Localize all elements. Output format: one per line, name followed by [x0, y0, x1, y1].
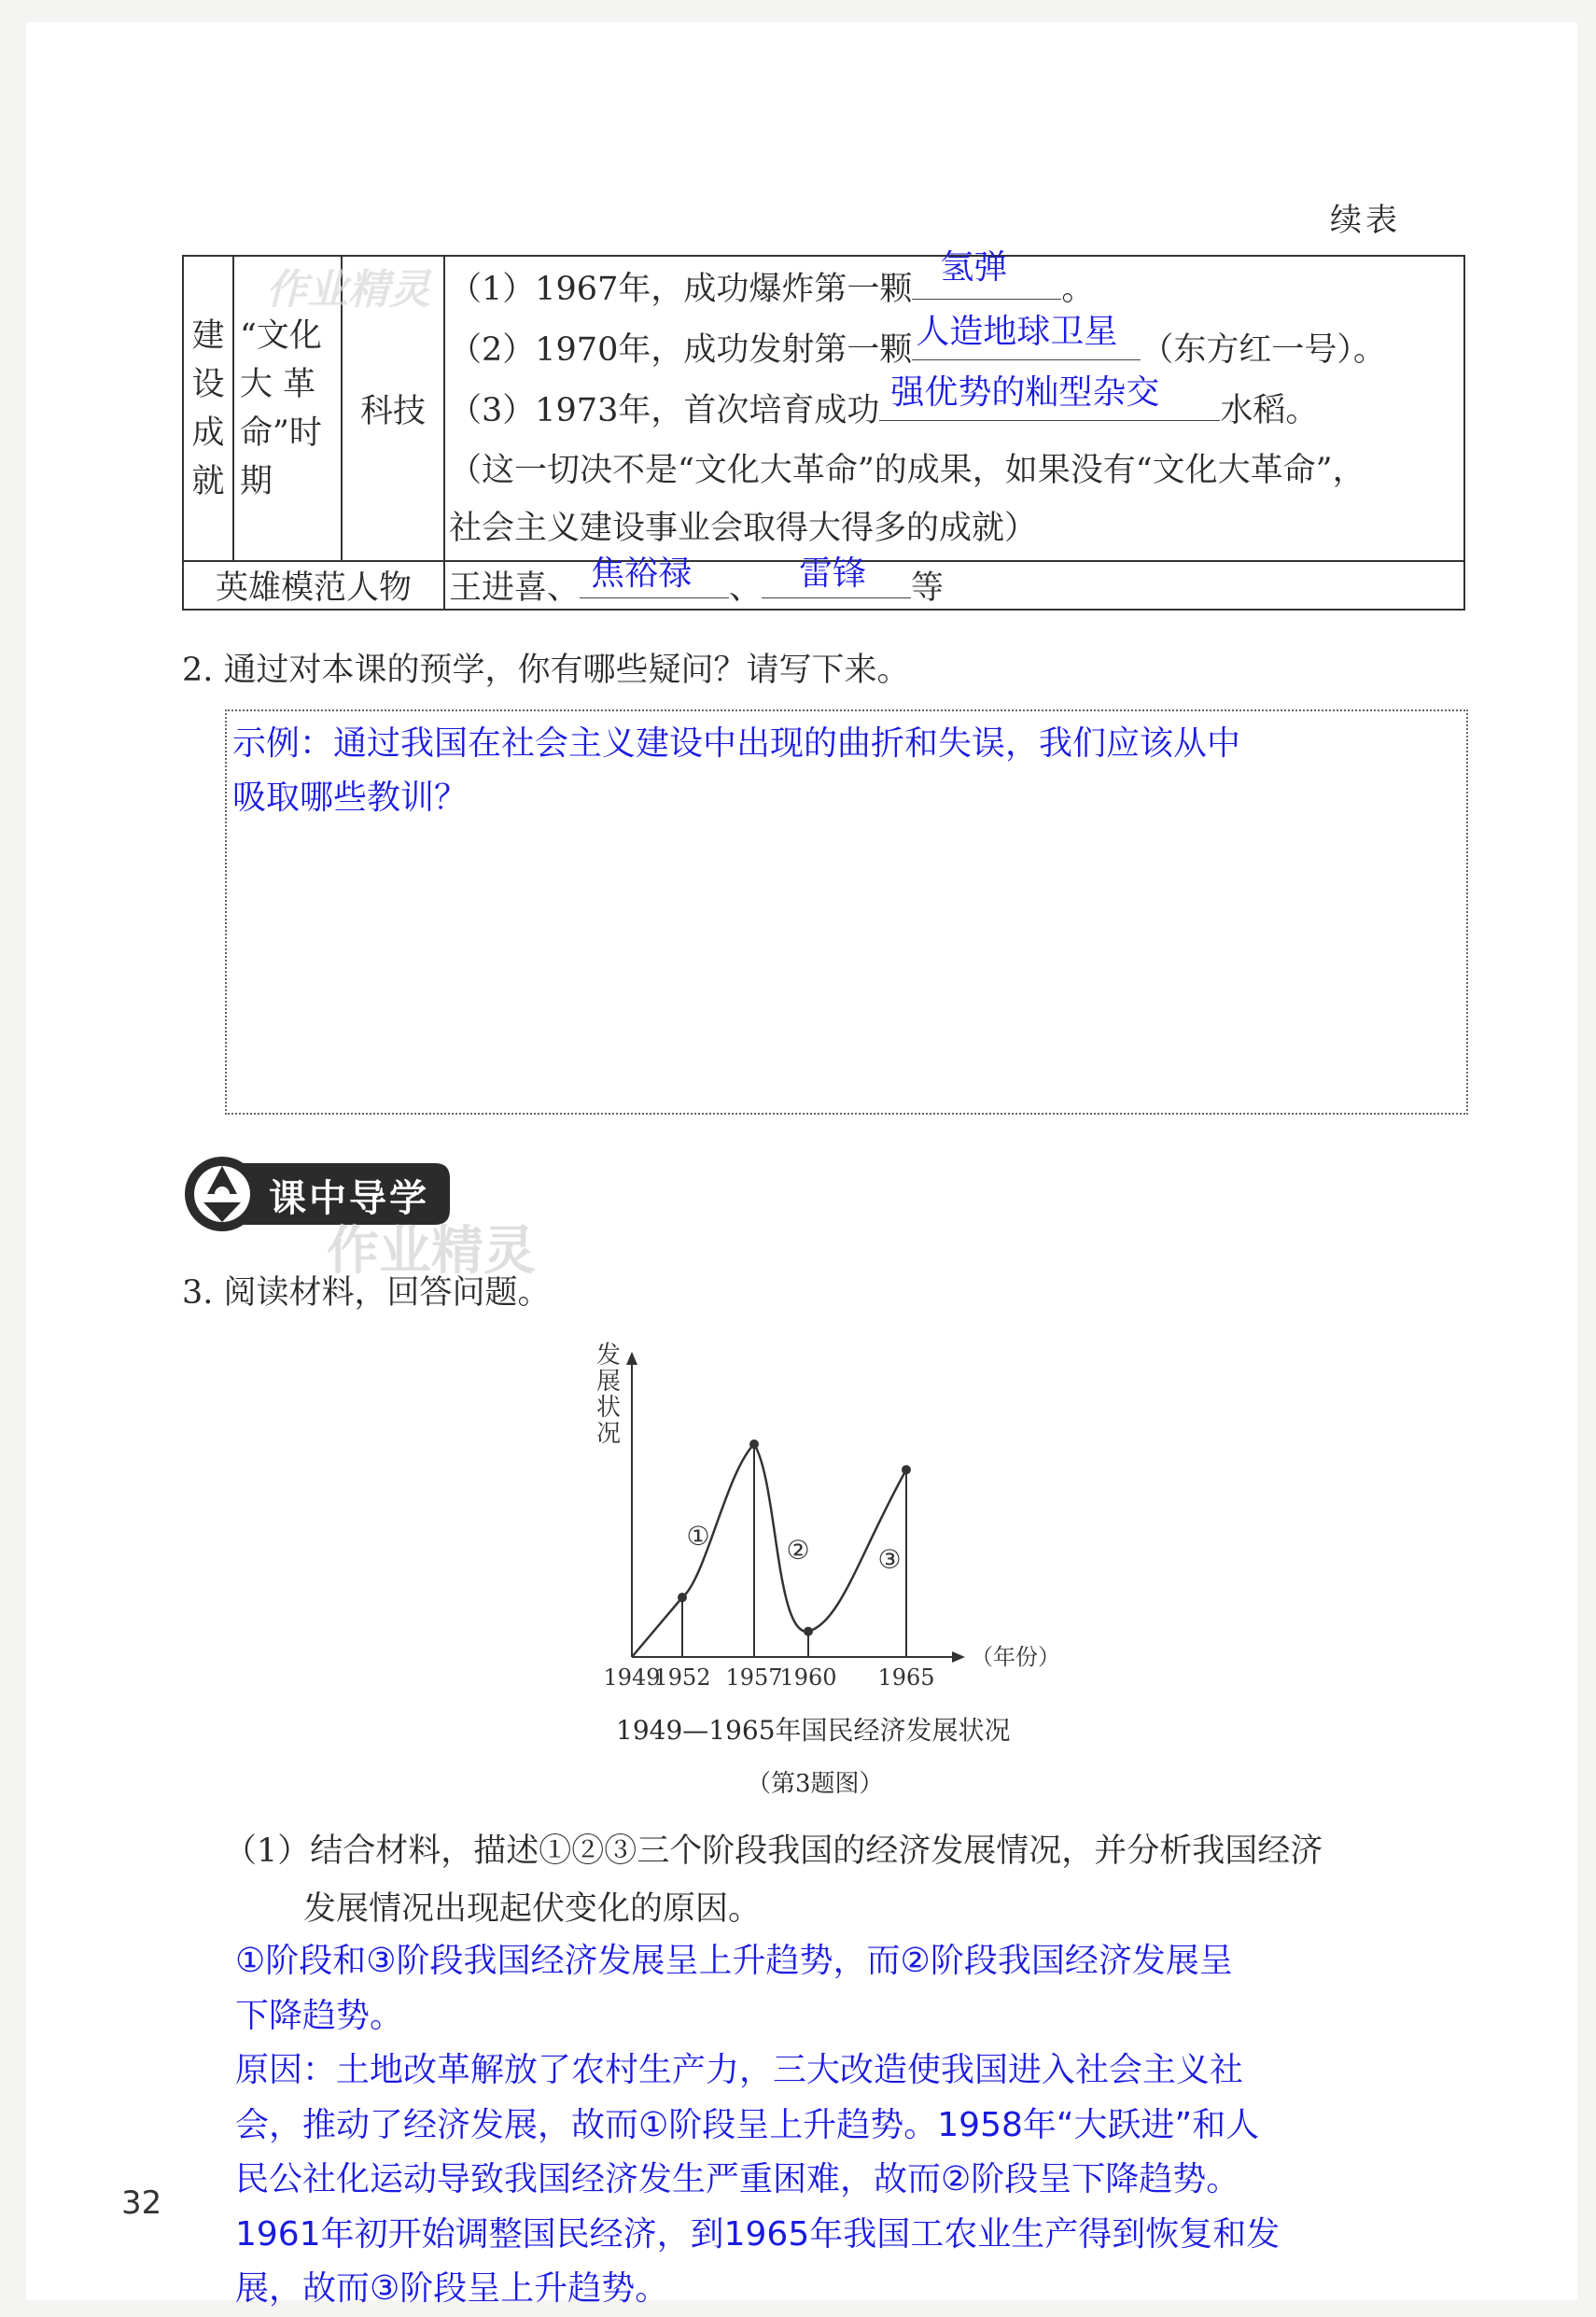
data-point [749, 1439, 759, 1449]
hero-blank-1 [580, 555, 729, 598]
x-axis-arrow [952, 1651, 965, 1663]
col-construction [183, 256, 233, 561]
watermark-top: 作业精灵 [266, 266, 430, 314]
note-line-2: 社会主义建设事业会取得大得多的成就） [449, 510, 1038, 547]
chart-title: 1949—1965年国民经济发展状况 [616, 1715, 1011, 1746]
y-axis-label-char: 况 [595, 1420, 622, 1448]
sub-question-1 [224, 1822, 1323, 1938]
hero-row [444, 555, 1464, 610]
continued-label: 续表 [1330, 202, 1401, 239]
q3-answer-line: 原因：土地改革解放了农村生产力，三大改造使我国进入社会主义社 [235, 2051, 1244, 2089]
x-tick-label: 1960 [779, 1664, 837, 1691]
item-2-answer: 人造地球卫星 [916, 313, 1118, 351]
q2-answer-line-1: 示例：通过我国在社会主义建设中出现的曲折和失误，我们应该从中 [232, 724, 1241, 763]
item-3-answer: 强优势的籼型杂交 [890, 373, 1160, 412]
hero-answer-1: 焦裕禄 [591, 555, 693, 593]
item-3 [449, 373, 1463, 442]
page-number: 32 [121, 2184, 162, 2222]
col1-char: 设 [191, 365, 225, 403]
item-1-suffix: 。 [1061, 271, 1095, 308]
question-2: 2. 通过对本课的预学，你有哪些疑问？请写下来。 [182, 652, 910, 689]
data-point [678, 1593, 687, 1602]
watermark-mid: 作业精灵 [327, 1221, 536, 1282]
x-tick-label: 1965 [877, 1664, 935, 1691]
y-axis-label-char: 状 [595, 1394, 622, 1422]
section-title: 课中导学 [269, 1177, 429, 1220]
x-axis-label: （年份） [971, 1644, 1060, 1670]
hero-suffix: 等 [911, 569, 945, 607]
sub-question-1-line-1: （1）结合材料，描述①②③三个阶段我国的经济发展情况，并分析我国经济 [224, 1833, 1323, 1870]
chart-caption: （第3题图） [747, 1770, 884, 1798]
col-tech: 科技 [342, 256, 444, 561]
y-axis-label-char: 发 [595, 1341, 622, 1369]
item-2-text: （2）1970年，成功发射第一颗 [449, 331, 913, 369]
stage-label: ③ [877, 1544, 902, 1575]
col1-char: 成 [191, 414, 225, 452]
item-3-blank [879, 373, 1220, 421]
col2-line: 大 革 [240, 365, 316, 403]
col2-line: 命”时 [240, 414, 322, 452]
q3-answer-line: 民公社化运动导致我国经济发生严重困难，故而②阶段呈下降趋势。 [235, 2160, 1240, 2198]
y-axis-label-char: 展 [595, 1368, 622, 1396]
col2-line: 期 [240, 462, 273, 500]
q3-answer-line: 下降趋势。 [235, 1996, 404, 2035]
item-3-text: （3）1973年，首次培育成功 [449, 392, 880, 429]
col2-line: “文化 [240, 316, 322, 355]
q2-answer [232, 717, 1240, 825]
col1-char: 建 [191, 316, 225, 355]
note-line-1: （这一切决不是“文化大革命”的成果，如果没有“文化大革命”， [449, 452, 1365, 489]
q3-answer [235, 1934, 1280, 2317]
series-line [632, 1444, 906, 1657]
item-1-blank [912, 248, 1061, 300]
q3-answer-line: ①阶段和③阶段我国经济发展呈上升趋势，而②阶段我国经济发展呈 [235, 1942, 1233, 1980]
hero-answer-2: 雷锋 [799, 555, 867, 593]
col1-char: 就 [191, 462, 225, 500]
data-point [902, 1465, 911, 1474]
stage-label: ① [686, 1521, 710, 1552]
item-1-answer: 氢弹 [940, 248, 1008, 287]
stage-label: ② [786, 1535, 810, 1566]
q2-answer-line-2: 吸取哪些教训？ [232, 779, 469, 817]
q3-answer-line: 展，故而③阶段呈上升趋势。 [235, 2269, 669, 2308]
x-tick-label: 1952 [653, 1664, 711, 1691]
question-3: 3. 阅读材料，回答问题。 [182, 1274, 551, 1312]
item-3-suffix: 水稻。 [1220, 392, 1319, 429]
hero-sep: 、 [729, 569, 763, 607]
tech-items [444, 248, 1464, 561]
item-2-suffix: （东方红一号）。 [1141, 331, 1386, 369]
y-axis-arrow [626, 1352, 637, 1365]
sub-question-1-line-2: 发展情况出现起伏变化的原因。 [303, 1890, 762, 1928]
data-point [804, 1627, 813, 1636]
hero-label: 英雄模范人物 [183, 561, 444, 610]
hero-blank-2 [762, 555, 911, 598]
x-tick-label: 1957 [725, 1664, 783, 1691]
hero-prefix: 王进喜、 [449, 569, 581, 607]
item-2-blank [912, 313, 1141, 360]
q3-answer-line: 会，推动了经济发展，故而①阶段呈上升趋势。1958年“大跃进”和人 [235, 2105, 1260, 2144]
item-1-text: （1）1967年，成功爆炸第一颗 [449, 271, 913, 308]
q3-answer-line: 1961年初开始调整国民经济，到1965年我国工农业生产得到恢复和发 [235, 2214, 1281, 2254]
x-tick-label: 1949 [603, 1664, 661, 1691]
